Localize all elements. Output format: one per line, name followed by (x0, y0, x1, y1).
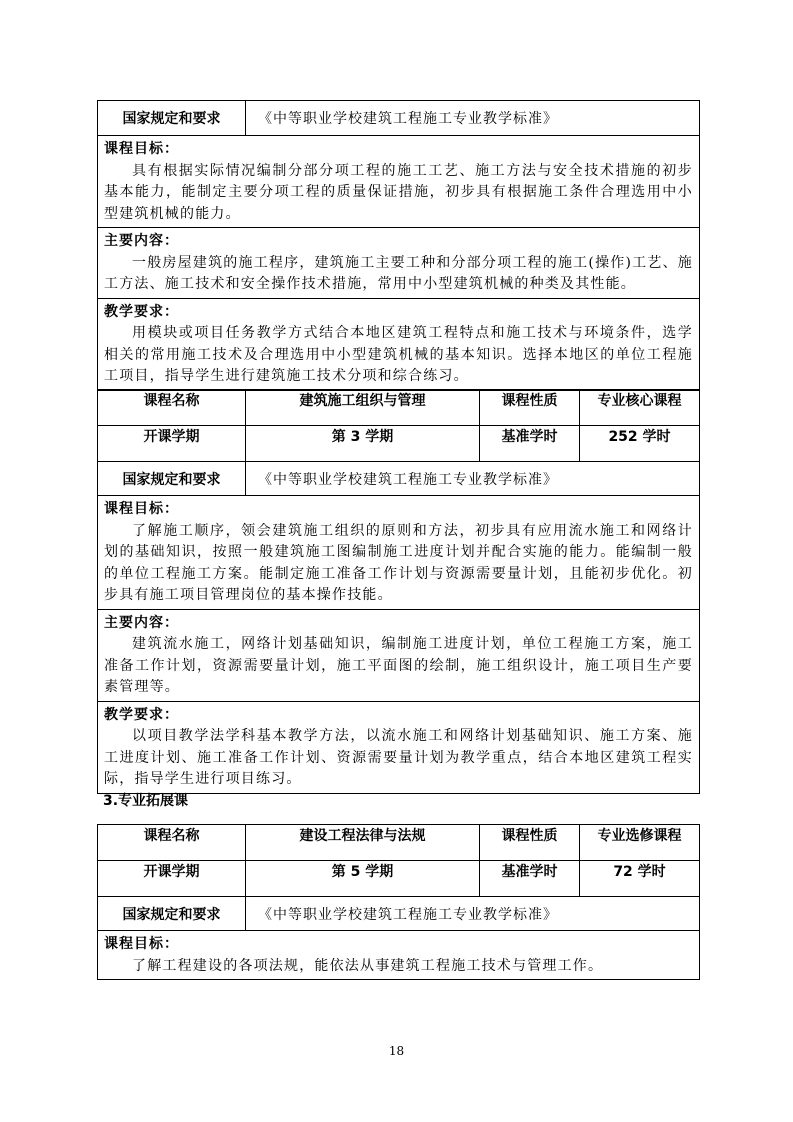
hours-label: 基准学时 (480, 426, 580, 462)
page-number: 18 (388, 1044, 405, 1058)
term-label: 开课学期 (98, 426, 246, 462)
content-text: 建筑流水施工，网络计划基础知识，编制施工进度计划，单位工程施工方案，施工准备工作计划，资源需要量计划，施工平面图的绘制，施工组织设计，施工项目生产要素管理等。 (104, 636, 693, 695)
course-nature-label: 课程性质 (480, 390, 580, 426)
goal-section (98, 931, 700, 980)
section-heading: 3.专业拓展课 (103, 793, 189, 809)
standard-label: 国家规定和要求 (98, 897, 246, 931)
term-value: 第 3 学期 (246, 426, 480, 462)
content-text: 一般房屋建筑的施工程序，建筑施工主要工种和分部分项工程的施工(操作)工艺、施工方法、施工技术和安全操作技术措施，常用中小型建筑机械的种类及其性能。 (104, 254, 694, 292)
goal-text: 了解工程建设的各项法规，能依法从事建筑工程施工技术与管理工作。 (132, 957, 604, 974)
goal-text: 具有根据实际情况编制分部分项工程的施工工艺、施工方法与安全技术措施的初步基本能力，能制定主要分项工程的质量保证措施，初步具有根据施工条件合理选用中小型建筑机械的能力。 (104, 162, 694, 222)
course-nature-value: 专业选修课程 (580, 825, 700, 861)
requirement-section (98, 298, 700, 390)
course-nature-label: 课程性质 (480, 825, 580, 861)
hours-value: 252 学时 (580, 426, 700, 462)
requirement-text: 用模块或项目任务教学方式结合本地区建筑工程特点和施工技术与环境条件，选学相关的常用施工技术及合理选用中小型建筑机械的基本知识。选择本地区的单位工程施工项目，指导学生进行建筑施工技术分项和综合练习。 (104, 325, 694, 384)
goal-text: 了解施工顺序，领会建筑施工组织的原则和方法，初步具有应用流水施工和网络计划的基础知识，按照一般建筑施工图编制施工进度计划并配合实施的能力。能编制一般的单位工程施工方案。能制定施工准备工作计划与资源需要量计划，且能初步优化。初步具有施工项目管理岗位的基本操作技能。 (104, 522, 693, 603)
course-name-label: 课程名称 (98, 825, 246, 861)
term-label: 开课学期 (98, 861, 246, 897)
requirement-section (98, 701, 700, 793)
course-table-construction-technology (97, 100, 700, 391)
course-table-construction-organization (97, 389, 700, 794)
hours-label: 基准学时 (480, 861, 580, 897)
standard-value: 《中等职业学校建筑工程施工专业教学标准》 (246, 462, 700, 496)
course-name-value: 建设工程法律与法规 (246, 825, 480, 861)
content-section (98, 609, 700, 701)
content-section (98, 228, 700, 299)
goal-title: 课程目标： (104, 936, 179, 952)
goal-section (98, 496, 700, 610)
goal-title: 课程目标： (104, 141, 179, 157)
goal-section (98, 136, 700, 228)
requirement-text: 以项目教学法学科基本教学方法，以流水施工和网络计划基础知识、施工方案、施工进度计划、施工准备工作计划、资源需要量计划为教学重点，结合本地区建筑工程实际，指导学生进行项目练习。 (104, 728, 693, 787)
standard-label: 国家规定和要求 (98, 101, 246, 136)
course-nature-value: 专业核心课程 (580, 390, 700, 426)
goal-title: 课程目标： (104, 501, 179, 517)
course-table-construction-law (97, 824, 700, 980)
content-title: 主要内容： (104, 614, 179, 631)
term-value: 第 5 学期 (246, 861, 480, 897)
course-name-value: 建筑施工组织与管理 (246, 390, 480, 426)
standard-value: 《中等职业学校建筑工程施工专业教学标准》 (246, 101, 700, 136)
standard-value: 《中等职业学校建筑工程施工专业教学标准》 (246, 897, 700, 931)
content-title: 主要内容： (104, 233, 179, 249)
requirement-title: 教学要求： (104, 706, 179, 723)
course-name-label: 课程名称 (98, 390, 246, 426)
requirement-title: 教学要求： (104, 303, 179, 320)
hours-value: 72 学时 (580, 861, 700, 897)
standard-label: 国家规定和要求 (98, 462, 246, 496)
